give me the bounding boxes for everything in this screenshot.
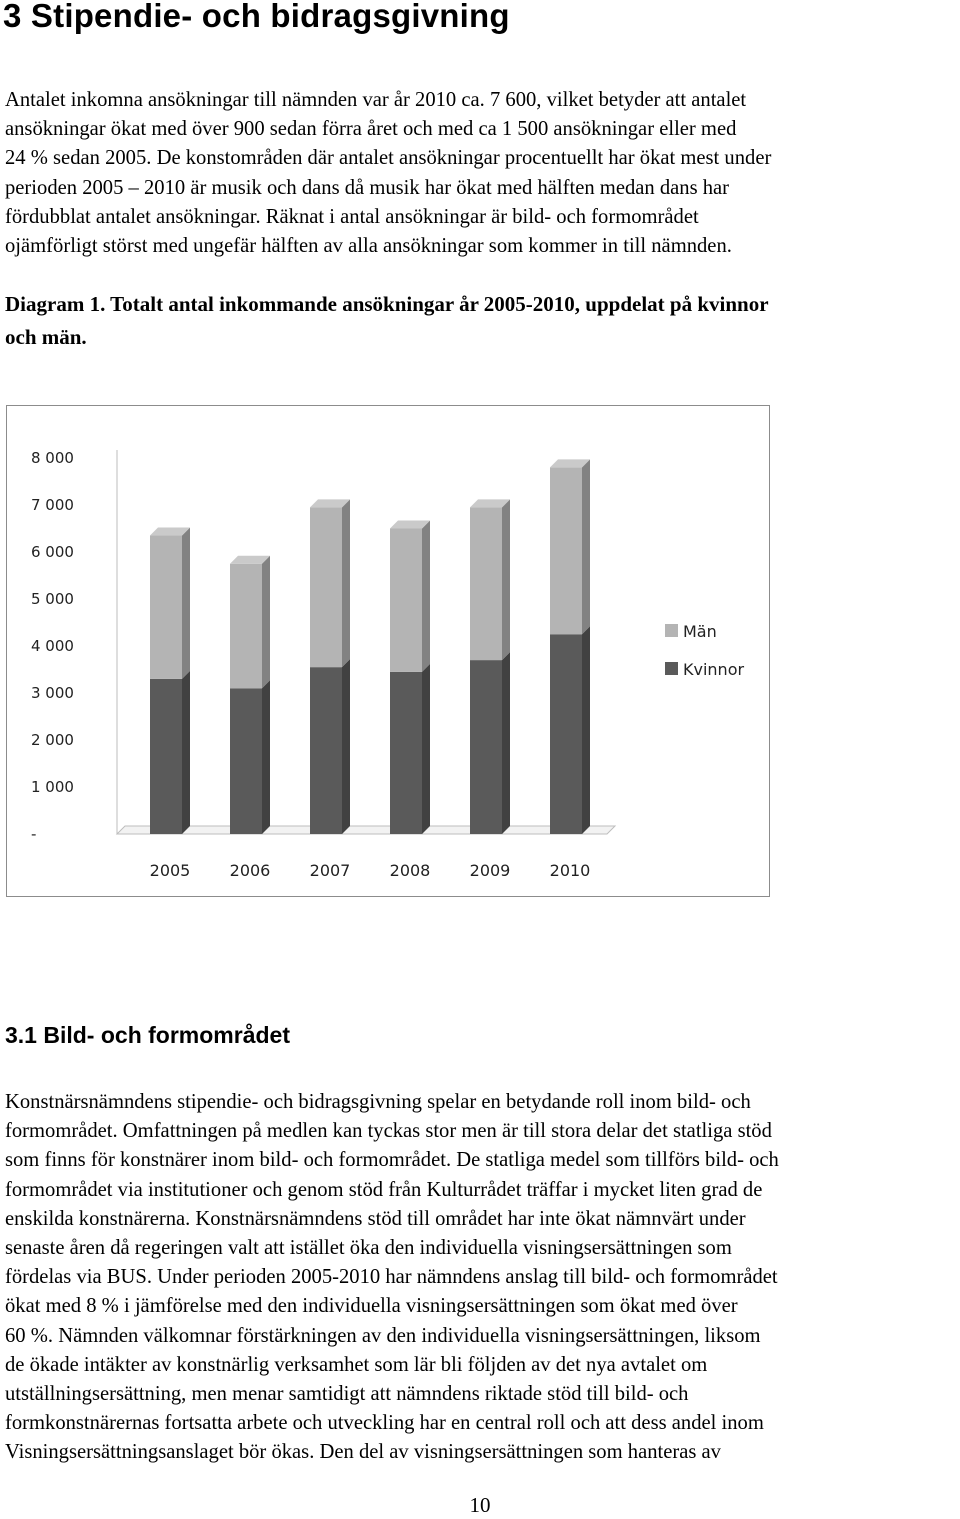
bar-side-män-2008 [422,521,430,672]
paragraph-line: ojämförligt störst med ungefär hälften av alla ansökningar som kommer in till nämnden. [5,235,732,258]
chart-floor [117,826,615,834]
paragraph-line: Antalet inkomna ansökningar till nämnden var år 2010 ca. 7 600, vilket betyder att antalet [5,89,747,111]
y-tick-label: 1 000 [31,778,74,796]
page-number: 10 [469,1493,491,1517]
section-paragraph [5,1088,957,1468]
paragraph-line: de ökade intäkter av konstnärlig verksamhet som lär bli följden av det nya avtalet om [5,1353,708,1376]
bar-side-män-2006 [262,556,270,689]
page-heading: 3 Stipendie- och bidragsgivning [3,0,510,34]
bar-män-2007 [310,507,342,667]
caption-line: Diagram 1. Totalt antal inkommande ansökningar år 2005-2010, uppdelat på kvinnor [5,292,769,316]
y-tick-label: 3 000 [31,684,74,702]
paragraph-line: som finns för konstnärer inom bild- och formområdet. De statliga medel som tillförs bild- och [5,1149,779,1172]
x-tick-label: 2006 [229,861,271,880]
x-tick-label: 2010 [549,861,591,880]
bar-kvinnor-2005 [150,679,182,834]
caption-line: och män. [5,325,87,349]
section-heading: 3.1 Bild- och formområdet [5,1022,290,1048]
y-tick-label: 2 000 [31,731,74,749]
bar-män-2006 [230,564,262,689]
paragraph-line: formområdet. Omfattningen på medlen kan tyckas stor men är till stora delar det statliga stöd [5,1120,772,1143]
bar-män-2008 [390,529,422,672]
paragraph-line: fördelas via BUS. Under perioden 2005-2010 har nämndens anslag till bild- och formområdet [5,1266,778,1289]
bar-kvinnor-2008 [390,672,422,834]
paragraph-line: senaste åren då regeringen valt att istället öka den individuella visningsersättningen som [5,1237,732,1260]
y-tick-label: 5 000 [31,590,74,608]
paragraph-line: utställningsersättning, men menar samtidigt att nämndens riktade stöd till bild- och [5,1383,689,1406]
bar-män-2010 [550,467,582,634]
y-tick-label: 4 000 [31,637,74,655]
bar-side-kvinnor-2010 [582,626,590,834]
legend-swatch-män [665,624,678,637]
bar-side-kvinnor-2005 [182,671,190,834]
y-tick-label: 7 000 [31,496,74,514]
bar-side-kvinnor-2008 [422,664,430,834]
bar-side-män-2010 [582,459,590,634]
paragraph-line: ökat med 8 % i jämförelse med den individuella visningsersättningen som ökat med över [5,1295,738,1318]
paragraph-line: Konstnärsnämndens stipendie- och bidragsgivning spelar en betydande roll inom bild- och [5,1091,751,1113]
paragraph-line: formkonstnärernas fortsatta arbete och utveckling har en central roll och att dess andel inom [5,1412,764,1435]
legend-label-män: Män [683,622,717,641]
bar-kvinnor-2009 [470,660,502,834]
paragraph-line: Visningsersättningsanslaget bör ökas. Den del av visningsersättningen som hanteras av [5,1441,721,1464]
bar-side-kvinnor-2009 [502,652,510,834]
legend-swatch-kvinnor [665,662,678,675]
bar-män-2005 [150,536,182,679]
diagram-caption [5,288,955,354]
paragraph-line: ansökningar ökat med över 900 sedan förra året och med ca 1 500 ansökningar eller med [5,118,737,141]
legend-label-kvinnor: Kvinnor [683,660,745,679]
bar-side-kvinnor-2006 [262,680,270,834]
x-tick-label: 2008 [389,861,431,880]
intro-paragraph [5,86,957,261]
bar-kvinnor-2007 [310,667,342,834]
bar-kvinnor-2010 [550,634,582,834]
paragraph-line: 24 % sedan 2005. De konstområden där antalet ansökningar procentuellt har ökat mest under [5,147,772,170]
paragraph-line: perioden 2005 – 2010 är musik och dans då musik har ökat med hälften medan dans har [5,176,730,199]
bar-side-män-2009 [502,499,510,660]
y-tick-label: 6 000 [31,543,74,561]
stacked-bar-chart [6,405,770,897]
bar-kvinnor-2006 [230,688,262,834]
bar-män-2009 [470,507,502,660]
x-tick-label: 2005 [149,861,191,880]
bar-side-kvinnor-2007 [342,659,350,834]
y-tick-label: - [31,825,37,843]
x-tick-label: 2007 [309,861,351,880]
paragraph-line: 60 %. Nämnden välkomnar förstärkningen av den individuella visningsersättningen, liksom [5,1324,761,1347]
x-tick-label: 2009 [469,861,511,880]
bar-side-män-2007 [342,499,350,667]
chart-canvas [7,406,771,898]
y-tick-label: 8 000 [31,449,74,467]
paragraph-line: enskilda konstnärerna. Konstnärsnämndens stöd till området har inte ökat nämnvärt under [5,1207,746,1230]
paragraph-line: formområdet via institutioner och genom stöd från Kulturrådet träffar i mycket liten grad de [5,1178,763,1201]
bar-side-män-2005 [182,528,190,679]
paragraph-line: fördubblat antalet ansökningar. Räknat i antal ansökningar är bild- och formområdet [5,205,699,228]
